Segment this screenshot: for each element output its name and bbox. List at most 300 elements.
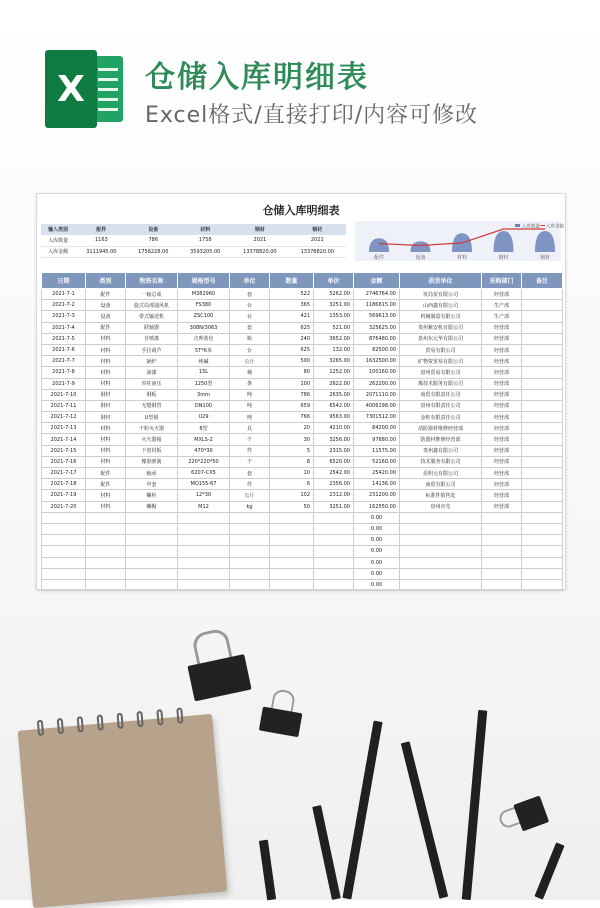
pencil-icon	[342, 721, 382, 900]
table-cell	[126, 546, 178, 557]
table-cell: 标准件销售处	[400, 490, 482, 501]
summary-value: 2021	[289, 235, 346, 246]
table-cell: 经营部	[482, 367, 522, 378]
table-cell: 自喷漆	[126, 333, 178, 344]
empty-row	[42, 557, 563, 568]
table-cell: FS380	[178, 300, 230, 311]
table-row	[42, 367, 563, 378]
table-cell	[314, 557, 354, 568]
table-cell: 具	[230, 423, 270, 434]
summary-table	[41, 224, 346, 258]
table-cell	[270, 546, 314, 557]
table-cell: 材料	[86, 333, 126, 344]
summary-value: 3593205.00	[179, 246, 231, 257]
table-cell: U29	[178, 412, 230, 423]
table-row	[42, 423, 563, 434]
table-row	[42, 389, 563, 400]
table-cell: 786	[270, 389, 314, 400]
summary-row	[41, 235, 346, 246]
column-header: 单位	[230, 273, 270, 289]
table-cell: MXLS-2	[178, 434, 230, 445]
column-header: 供货单位	[400, 273, 482, 289]
table-cell: 盘州市光	[400, 501, 482, 512]
chart-category-label: 材料	[456, 255, 468, 261]
table-cell	[522, 389, 563, 400]
table-cell: 80	[270, 367, 314, 378]
binder-clip-icon	[179, 624, 255, 707]
table-cell: 单柱液压	[126, 378, 178, 389]
table-cell: 套	[230, 468, 270, 479]
summary-chart-svg	[355, 221, 564, 261]
table-cell: 3265.00	[314, 356, 354, 367]
table-cell	[522, 490, 563, 501]
table-cell: 2021-7-1	[42, 289, 86, 300]
table-cell	[522, 322, 563, 333]
table-cell: 发局贸有限公司	[400, 289, 482, 300]
table-cell: 材料	[86, 501, 126, 512]
table-cell	[230, 557, 270, 568]
empty-row	[42, 579, 563, 590]
table-cell: 煤技术服务有限公司	[400, 378, 482, 389]
table-cell	[230, 579, 270, 590]
table-cell: 5	[270, 445, 314, 456]
table-cell: 配件	[86, 322, 126, 333]
table-cell	[522, 568, 563, 579]
table-row	[42, 490, 563, 501]
table-cell: 盘州有限责任公司	[400, 400, 482, 411]
table-cell	[178, 512, 230, 523]
table-cell: 3251.00	[314, 300, 354, 311]
table-cell: 配件	[86, 468, 126, 479]
table-cell: 470*30	[178, 445, 230, 456]
legend-label-amount: 入库金额	[546, 224, 564, 230]
table-cell: 经营部	[482, 445, 522, 456]
column-header: 数量	[270, 273, 314, 289]
table-cell	[86, 523, 126, 534]
table-cell: 吨	[230, 412, 270, 423]
table-cell: 山西鑫有限公司	[400, 300, 482, 311]
table-cell: 521.00	[314, 322, 354, 333]
table-cell	[522, 479, 563, 490]
table-cell	[400, 523, 482, 534]
column-header: 金额	[354, 273, 400, 289]
legend-label-quantity: 入库数量	[522, 224, 540, 230]
table-cell: 162550.00	[354, 501, 400, 512]
table-cell	[314, 535, 354, 546]
quantity-mound	[494, 231, 514, 252]
table-cell: 0.00	[354, 546, 400, 557]
chart-category-label: 配件	[373, 255, 385, 261]
table-cell: 干粉灭火器	[126, 423, 178, 434]
detail-header-row	[42, 273, 563, 289]
table-cell: 15L	[178, 367, 230, 378]
table-cell	[522, 512, 563, 523]
table-cell: 20	[270, 423, 314, 434]
table-cell	[86, 535, 126, 546]
table-cell: 2635.00	[314, 389, 354, 400]
table-cell: 公斤	[230, 356, 270, 367]
table-cell	[230, 512, 270, 523]
table-cell: 设备	[86, 300, 126, 311]
table-cell	[522, 579, 563, 590]
pencil-icon	[401, 741, 448, 898]
chart-category-label: 钢材	[498, 255, 509, 261]
quantity-mound	[411, 241, 431, 252]
table-cell: 220*220*50	[178, 456, 230, 467]
table-cell: 钢材	[86, 400, 126, 411]
table-cell	[42, 557, 86, 568]
table-cell	[178, 568, 230, 579]
table-cell	[400, 557, 482, 568]
table-row	[42, 468, 563, 479]
table-cell	[482, 579, 522, 590]
table-cell	[126, 568, 178, 579]
table-cell	[270, 557, 314, 568]
table-cell: 经营部	[482, 289, 522, 300]
table-cell	[522, 289, 563, 300]
table-cell: 2021-7-4	[42, 322, 86, 333]
table-cell: 经营部	[482, 333, 522, 344]
table-cell	[400, 579, 482, 590]
table-cell: 11575.00	[354, 445, 400, 456]
table-cell: 2021-7-16	[42, 456, 86, 467]
excel-logo-letter: X	[45, 50, 97, 128]
table-cell	[522, 557, 563, 568]
table-cell: ZSC100	[178, 311, 230, 322]
table-cell	[230, 568, 270, 579]
table-cell: 100	[270, 378, 314, 389]
column-header: 日期	[42, 273, 86, 289]
table-row	[42, 322, 563, 333]
table-cell	[178, 579, 230, 590]
table-cell	[522, 468, 563, 479]
table-cell: 公斤	[230, 490, 270, 501]
table-cell	[230, 535, 270, 546]
table-cell	[482, 546, 522, 557]
table-cell	[86, 557, 126, 568]
table-cell: 500	[270, 356, 314, 367]
chart-category-label: 设备	[415, 255, 426, 261]
table-cell: 下密封板	[126, 445, 178, 456]
table-cell: 1632500.00	[354, 356, 400, 367]
table-cell	[482, 523, 522, 534]
table-cell: 一轴总成	[126, 289, 178, 300]
table-cell: 纯碱	[178, 356, 230, 367]
table-cell: 经营部	[482, 400, 522, 411]
table-row	[42, 445, 563, 456]
table-cell: 262200.00	[354, 378, 400, 389]
table-cell: 经营部	[482, 479, 522, 490]
summary-row	[41, 246, 346, 257]
pencil-icon	[462, 710, 488, 900]
table-cell: 台	[230, 300, 270, 311]
summary-value: 13378820.00	[289, 246, 346, 257]
table-row	[42, 456, 563, 467]
empty-row	[42, 535, 563, 546]
summary-value: 786	[127, 235, 179, 246]
table-cell: 带式输送机	[126, 311, 178, 322]
table-cell: 102	[270, 490, 314, 501]
table-cell: 消防器材维修经营部	[400, 423, 482, 434]
column-header: 规格型号	[178, 273, 230, 289]
spreadsheet-preview	[36, 193, 566, 590]
table-cell: 个	[230, 456, 270, 467]
table-cell	[42, 579, 86, 590]
column-header: 备注	[522, 273, 563, 289]
table-cell	[522, 501, 563, 512]
table-row	[42, 333, 563, 344]
table-cell: 2021-7-17	[42, 468, 86, 479]
table-cell: 1353.00	[314, 311, 354, 322]
table-cell: 经营部	[482, 501, 522, 512]
table-cell	[270, 568, 314, 579]
table-cell: 吨	[230, 400, 270, 411]
notebook	[18, 714, 228, 908]
table-cell: DN100	[178, 400, 230, 411]
table-cell: 瓶	[230, 333, 270, 344]
table-cell	[270, 535, 314, 546]
summary-value: 13378820.00	[231, 246, 288, 257]
table-row	[42, 356, 563, 367]
table-cell: 盘州东元华有限公司	[400, 333, 482, 344]
table-cell	[522, 434, 563, 445]
table-cell	[126, 535, 178, 546]
table-cell	[522, 400, 563, 411]
table-cell: 个	[230, 434, 270, 445]
table-cell	[86, 546, 126, 557]
table-cell	[42, 568, 86, 579]
table-cell: M12	[178, 501, 230, 512]
table-cell: 5262.00	[314, 289, 354, 300]
table-cell: 材料	[86, 423, 126, 434]
table-cell: 螺栓	[126, 490, 178, 501]
table-cell	[270, 523, 314, 534]
table-cell: 甲套	[126, 479, 178, 490]
table-cell: 569613.00	[354, 311, 400, 322]
table-cell	[522, 378, 563, 389]
table-cell: MO155-67	[178, 479, 230, 490]
table-cell: 12*30	[178, 490, 230, 501]
table-cell: 材料	[86, 356, 126, 367]
table-cell: 条	[230, 378, 270, 389]
table-cell: 防器材维修经营部	[400, 434, 482, 445]
table-cell	[522, 300, 563, 311]
table-cell: 商贸有限公司	[400, 479, 482, 490]
table-cell: 贸易有限公司	[400, 344, 482, 355]
table-cell: 2021-7-14	[42, 434, 86, 445]
table-cell: 经营部	[482, 322, 522, 333]
table-cell: 经营部	[482, 434, 522, 445]
table-cell: 锅炉	[126, 356, 178, 367]
table-cell: 421	[270, 311, 314, 322]
summary-category: 配件	[75, 224, 127, 235]
table-cell: 2021-7-20	[42, 501, 86, 512]
table-row	[42, 479, 563, 490]
table-row	[42, 311, 563, 322]
table-cell: 3256.00	[314, 434, 354, 445]
table-cell: 件	[230, 445, 270, 456]
table-cell: 套	[230, 322, 270, 333]
table-cell	[482, 512, 522, 523]
empty-row	[42, 568, 563, 579]
summary-row-label: 入库数量	[41, 235, 75, 246]
table-cell	[126, 557, 178, 568]
table-cell: 音帅蓝色	[178, 333, 230, 344]
table-cell: 6	[270, 479, 314, 490]
table-cell: 设备	[86, 311, 126, 322]
table-cell: 2542.00	[314, 468, 354, 479]
table-cell: 金桩有限责任公司	[400, 412, 482, 423]
detail-table	[41, 272, 563, 591]
table-cell	[126, 512, 178, 523]
binder-clip-right-icon	[504, 790, 555, 841]
table-cell: 件	[230, 479, 270, 490]
binder-clip-small-icon	[258, 687, 306, 741]
summary-header-row	[41, 224, 346, 235]
table-cell	[230, 546, 270, 557]
table-cell: 2021-7-12	[42, 412, 86, 423]
table-cell	[86, 512, 126, 523]
table-cell: U型钢	[126, 412, 178, 423]
table-cell: 84200.00	[354, 423, 400, 434]
table-cell: 6542.00	[314, 400, 354, 411]
table-cell: 经营部	[482, 423, 522, 434]
table-cell: 2021-7-11	[42, 400, 86, 411]
table-cell: 0.00	[354, 557, 400, 568]
table-cell: 6520.00	[314, 456, 354, 467]
table-cell: 766	[270, 412, 314, 423]
table-cell: 经营部	[482, 412, 522, 423]
table-cell: 3mm	[178, 389, 230, 400]
table-cell: 659	[270, 400, 314, 411]
table-cell: 材料	[86, 445, 126, 456]
table-cell: 522	[270, 289, 314, 300]
table-cell	[42, 546, 86, 557]
table-cell: 台	[230, 311, 270, 322]
table-row	[42, 300, 563, 311]
table-cell: 橡胶弹簧	[126, 456, 178, 467]
table-cell: 生产部	[482, 300, 522, 311]
table-cell: 材料	[86, 490, 126, 501]
table-cell: 经营部	[482, 344, 522, 355]
table-cell	[522, 523, 563, 534]
table-cell: 经营部	[482, 468, 522, 479]
table-cell	[522, 546, 563, 557]
pencil-icon	[534, 842, 564, 899]
table-cell: 8型	[178, 423, 230, 434]
summary-value: 2021	[231, 235, 288, 246]
summary-value: 1163	[75, 235, 127, 246]
quantity-mound	[369, 238, 389, 252]
table-cell: 经营部	[482, 378, 522, 389]
table-cell: 1250型	[178, 378, 230, 389]
table-cell: 3251.00	[314, 501, 354, 512]
table-cell: 套	[230, 289, 270, 300]
table-cell: 5T*6米	[178, 344, 230, 355]
summary-value: 3111945.00	[75, 246, 127, 257]
table-cell: 30	[270, 434, 314, 445]
table-cell: 经营部	[482, 456, 522, 467]
table-cell: 50	[270, 501, 314, 512]
column-header: 类别	[86, 273, 126, 289]
table-cell: 矿物资贸易有限公司	[400, 356, 482, 367]
table-cell: 钢材	[86, 389, 126, 400]
excel-logo-icon	[45, 50, 123, 128]
column-header: 单价	[314, 273, 354, 289]
table-cell: 贵州鑫有限公司	[400, 445, 482, 456]
table-cell: 材料	[86, 344, 126, 355]
table-cell: 经营部	[482, 490, 522, 501]
table-cell: 14136.00	[354, 479, 400, 490]
table-cell: 365	[270, 300, 314, 311]
table-cell: 2021-7-2	[42, 300, 86, 311]
legend-swatch-quantity	[515, 224, 520, 227]
table-cell	[522, 344, 563, 355]
table-cell: 4006198.00	[354, 400, 400, 411]
table-cell: 吨	[230, 389, 270, 400]
table-cell	[86, 568, 126, 579]
table-cell	[42, 535, 86, 546]
table-cell: 机械制造有限公司	[400, 311, 482, 322]
table-cell: 6207-CX5	[178, 468, 230, 479]
table-row	[42, 412, 563, 423]
table-cell	[270, 579, 314, 590]
table-cell: 325625.00	[354, 322, 400, 333]
table-cell: 配件	[86, 289, 126, 300]
table-cell: 2356.00	[314, 479, 354, 490]
pencil-icon	[259, 840, 276, 901]
table-cell: 2021-7-15	[42, 445, 86, 456]
table-cell	[178, 546, 230, 557]
table-cell	[86, 579, 126, 590]
pencil-icon	[312, 805, 341, 900]
table-cell: 配件	[86, 479, 126, 490]
table-cell: 贵州紫安机有限公司	[400, 322, 482, 333]
table-cell: 材料	[86, 434, 126, 445]
table-cell: 97680.00	[354, 434, 400, 445]
table-cell: 螺帽	[126, 501, 178, 512]
table-cell: 3652.00	[314, 333, 354, 344]
table-cell: 2315.00	[314, 445, 354, 456]
table-cell: 240	[270, 333, 314, 344]
table-cell	[314, 579, 354, 590]
table-cell: 231200.00	[354, 490, 400, 501]
table-cell	[482, 535, 522, 546]
table-cell	[42, 523, 86, 534]
table-row	[42, 289, 563, 300]
table-cell	[314, 546, 354, 557]
table-cell: 2071110.00	[354, 389, 400, 400]
quantity-mound	[535, 231, 555, 252]
table-cell	[314, 568, 354, 579]
table-cell	[230, 523, 270, 534]
table-cell	[178, 557, 230, 568]
table-cell: 132.00	[314, 344, 354, 355]
table-cell: 0.00	[354, 579, 400, 590]
table-cell: 材料	[86, 378, 126, 389]
summary-value: 1756228.00	[127, 246, 179, 257]
table-cell	[522, 445, 563, 456]
table-cell: 2021-7-3	[42, 311, 86, 322]
table-cell	[178, 523, 230, 534]
table-cell: 1186615.00	[354, 300, 400, 311]
table-cell: 2021-7-7	[42, 356, 86, 367]
table-cell: 1252.00	[314, 367, 354, 378]
table-cell: 0.00	[354, 535, 400, 546]
empty-row	[42, 546, 563, 557]
table-cell: 2021-7-9	[42, 378, 86, 389]
table-cell	[400, 546, 482, 557]
